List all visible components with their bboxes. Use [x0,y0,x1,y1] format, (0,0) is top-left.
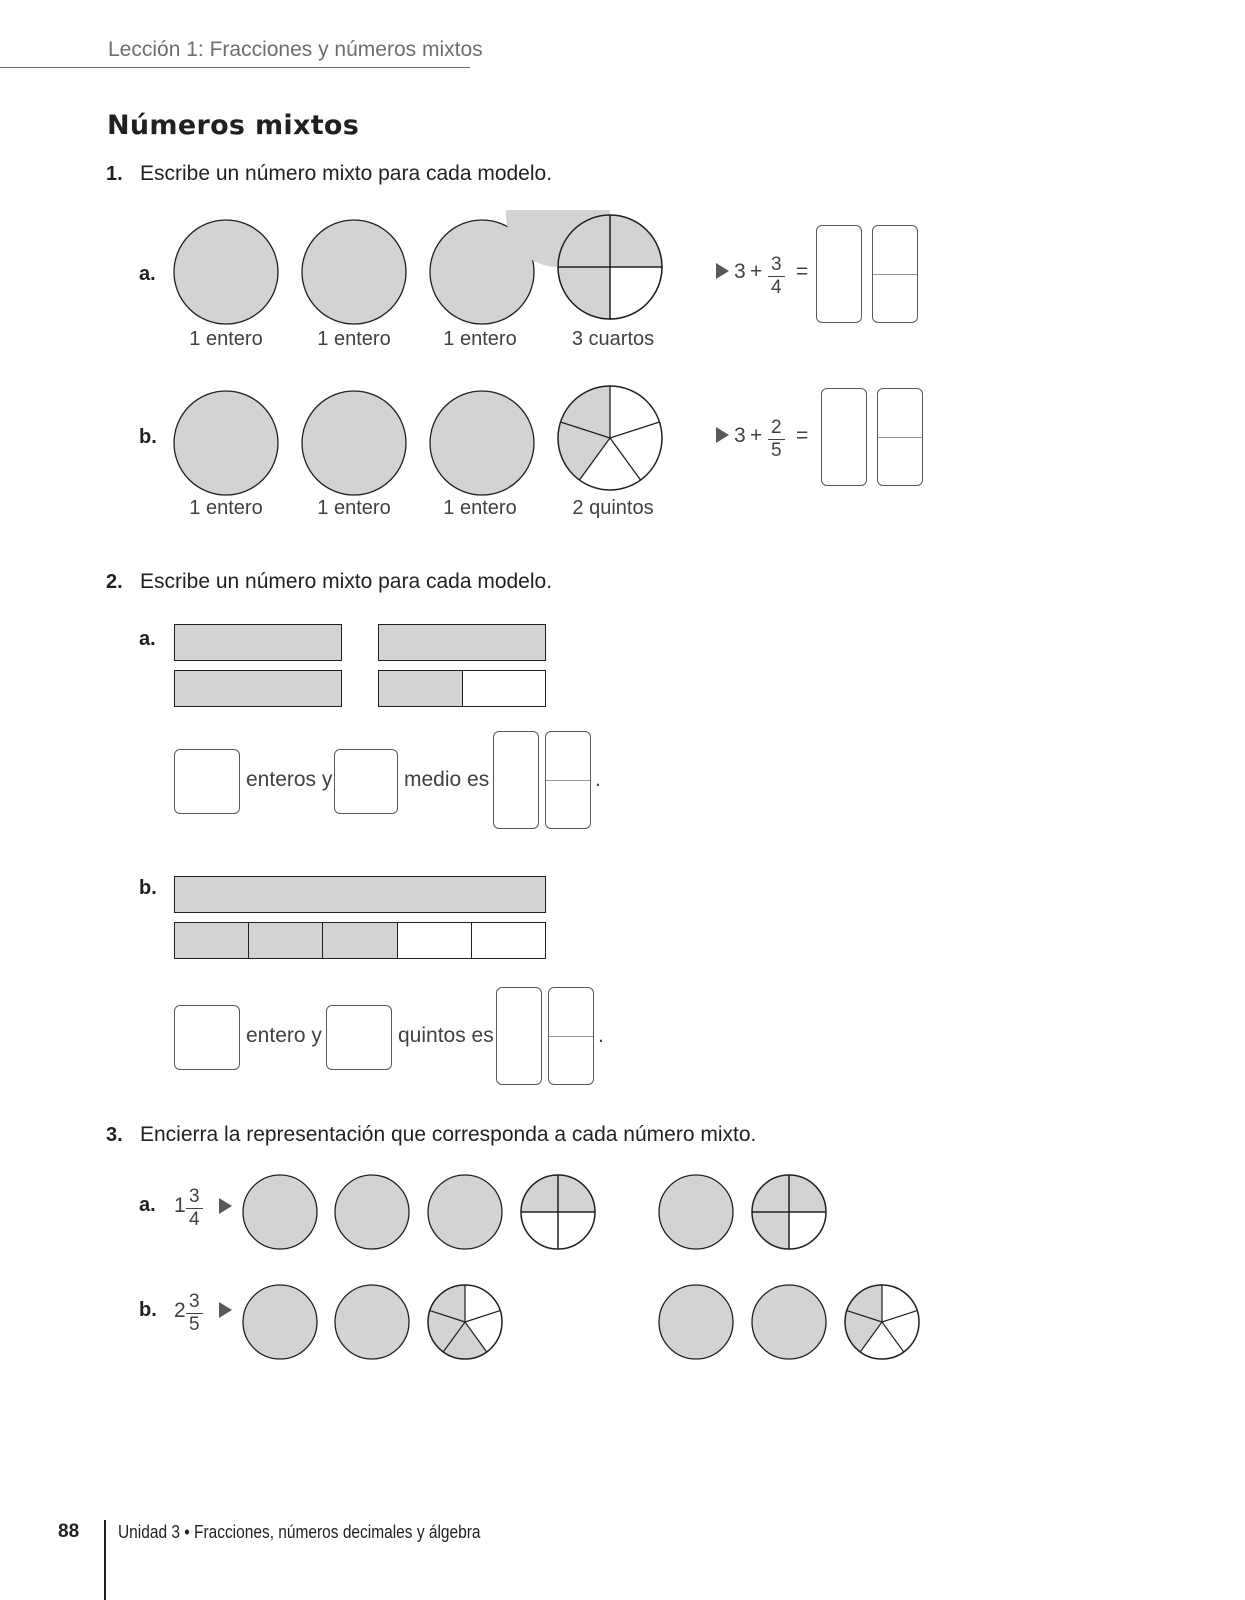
fraction-bar [378,624,546,661]
pointer-triangle-icon [716,263,729,279]
q1-number: 1. [106,163,123,185]
q1b-circles [170,380,670,500]
q2a-text-1: enteros y [246,768,333,791]
fifths-circle [558,386,662,490]
q2-text: Escribe un número mixto para cada modelo. [140,570,553,593]
q1a-plus: + [750,260,763,283]
q1a-whole-answer-box[interactable] [816,225,862,323]
footer-unit-title: Unidad 3 • Fracciones, números decimales y álgebra [118,1522,481,1542]
quarters-circle-half [521,1175,595,1249]
q2b-period: . [598,1024,604,1047]
fifths-circle-three [428,1285,502,1359]
fifths-bar [174,922,546,959]
pointer-triangle-icon [716,427,729,443]
q3a-fraction [186,1186,203,1231]
q2-number: 2. [106,571,123,593]
q2a-label: a. [139,628,156,650]
q3a-options [236,1170,836,1256]
q1a-caption-3: 1 entero [443,328,517,350]
option-1[interactable] [243,1175,595,1249]
q1b-caption-2: 1 entero [317,497,391,519]
q3b-numerator: 3 [186,1291,203,1314]
q1a-whole: 3 [734,260,746,283]
q3b-whole: 2 [174,1299,186,1322]
q3-number: 3. [106,1124,123,1146]
q2b-fifths-answer-box[interactable] [326,1005,392,1070]
q3a-label: a. [139,1194,156,1216]
option-1[interactable] [243,1285,502,1359]
quarters-circle-three [752,1175,826,1249]
q1b-numerator: 2 [768,417,785,440]
option-2[interactable] [659,1175,826,1249]
fifths-circle-two [845,1285,919,1359]
q2a-fraction-answer-box[interactable] [545,731,591,829]
whole-circle [302,220,406,324]
q1b-fraction [768,417,785,462]
q2a-half-answer-box[interactable] [334,749,398,814]
q2a-text-2: medio es [404,768,490,791]
whole-circle [174,220,278,324]
q1b-caption-4: 2 quintos [572,497,654,519]
half-bar [378,670,546,707]
fraction-bar [174,624,342,661]
q1a-caption-2: 1 entero [317,328,391,350]
pointer-triangle-icon [219,1302,232,1318]
q1a-numerator: 3 [768,254,785,277]
q3a-whole: 1 [174,1194,186,1217]
pointer-triangle-icon [219,1198,232,1214]
q3b-options [236,1280,936,1366]
q2b-fraction-answer-box[interactable] [548,987,594,1085]
q1-text: Escribe un número mixto para cada modelo. [140,162,553,185]
q1b-whole-answer-box[interactable] [821,388,867,486]
whole-circle [302,391,406,495]
q3b-label: b. [139,1299,157,1321]
whole-circle [430,391,534,495]
q1a-caption-4: 3 cuartos [571,328,655,350]
q3b-fraction [186,1291,203,1336]
q3a-numerator: 3 [186,1186,203,1209]
q1a-denominator: 4 [771,277,782,298]
q1b-plus: + [750,424,763,447]
footer-rule [104,1520,106,1600]
q2a-wholes-answer-box[interactable] [174,749,240,814]
page-number: 88 [58,1521,80,1542]
q1b-label: b. [139,426,157,448]
option-2[interactable] [659,1285,919,1359]
whole-bar [174,876,546,913]
q1b-fraction-answer-box[interactable] [877,388,923,486]
header-rule [0,67,470,68]
q3a-denominator: 4 [189,1209,200,1230]
q2b-text-2: quintos es [398,1024,494,1047]
q1a-fraction-answer-box[interactable] [872,225,918,323]
q3b-denominator: 5 [189,1314,200,1335]
q2b-whole-answer-box-2[interactable] [496,987,542,1085]
lesson-header: Lección 1: Fracciones y números mixtos [108,38,483,61]
q2b-label: b. [139,877,157,899]
q1a-label: a. [139,263,156,285]
q1a-caption-1: 1 entero [189,328,263,350]
q1a-circles [170,210,670,330]
q1a-equals: = [796,260,809,283]
q2a-period: . [595,768,601,791]
q2b-text-1: entero y [246,1024,322,1047]
q1b-equals: = [796,424,809,447]
q1b-whole: 3 [734,424,746,447]
q3-text: Encierra la representación que corresponda a cada número mixto. [140,1123,757,1146]
q2b-whole-answer-box[interactable] [174,1005,240,1070]
q1a-fraction [768,254,785,299]
fraction-bar [174,670,342,707]
q1b-caption-3: 1 entero [443,497,517,519]
q2a-whole-answer-box[interactable] [493,731,539,829]
whole-circle [174,391,278,495]
q1b-caption-1: 1 entero [189,497,263,519]
section-title: Números mixtos [107,110,360,141]
q1b-denominator: 5 [771,440,782,461]
